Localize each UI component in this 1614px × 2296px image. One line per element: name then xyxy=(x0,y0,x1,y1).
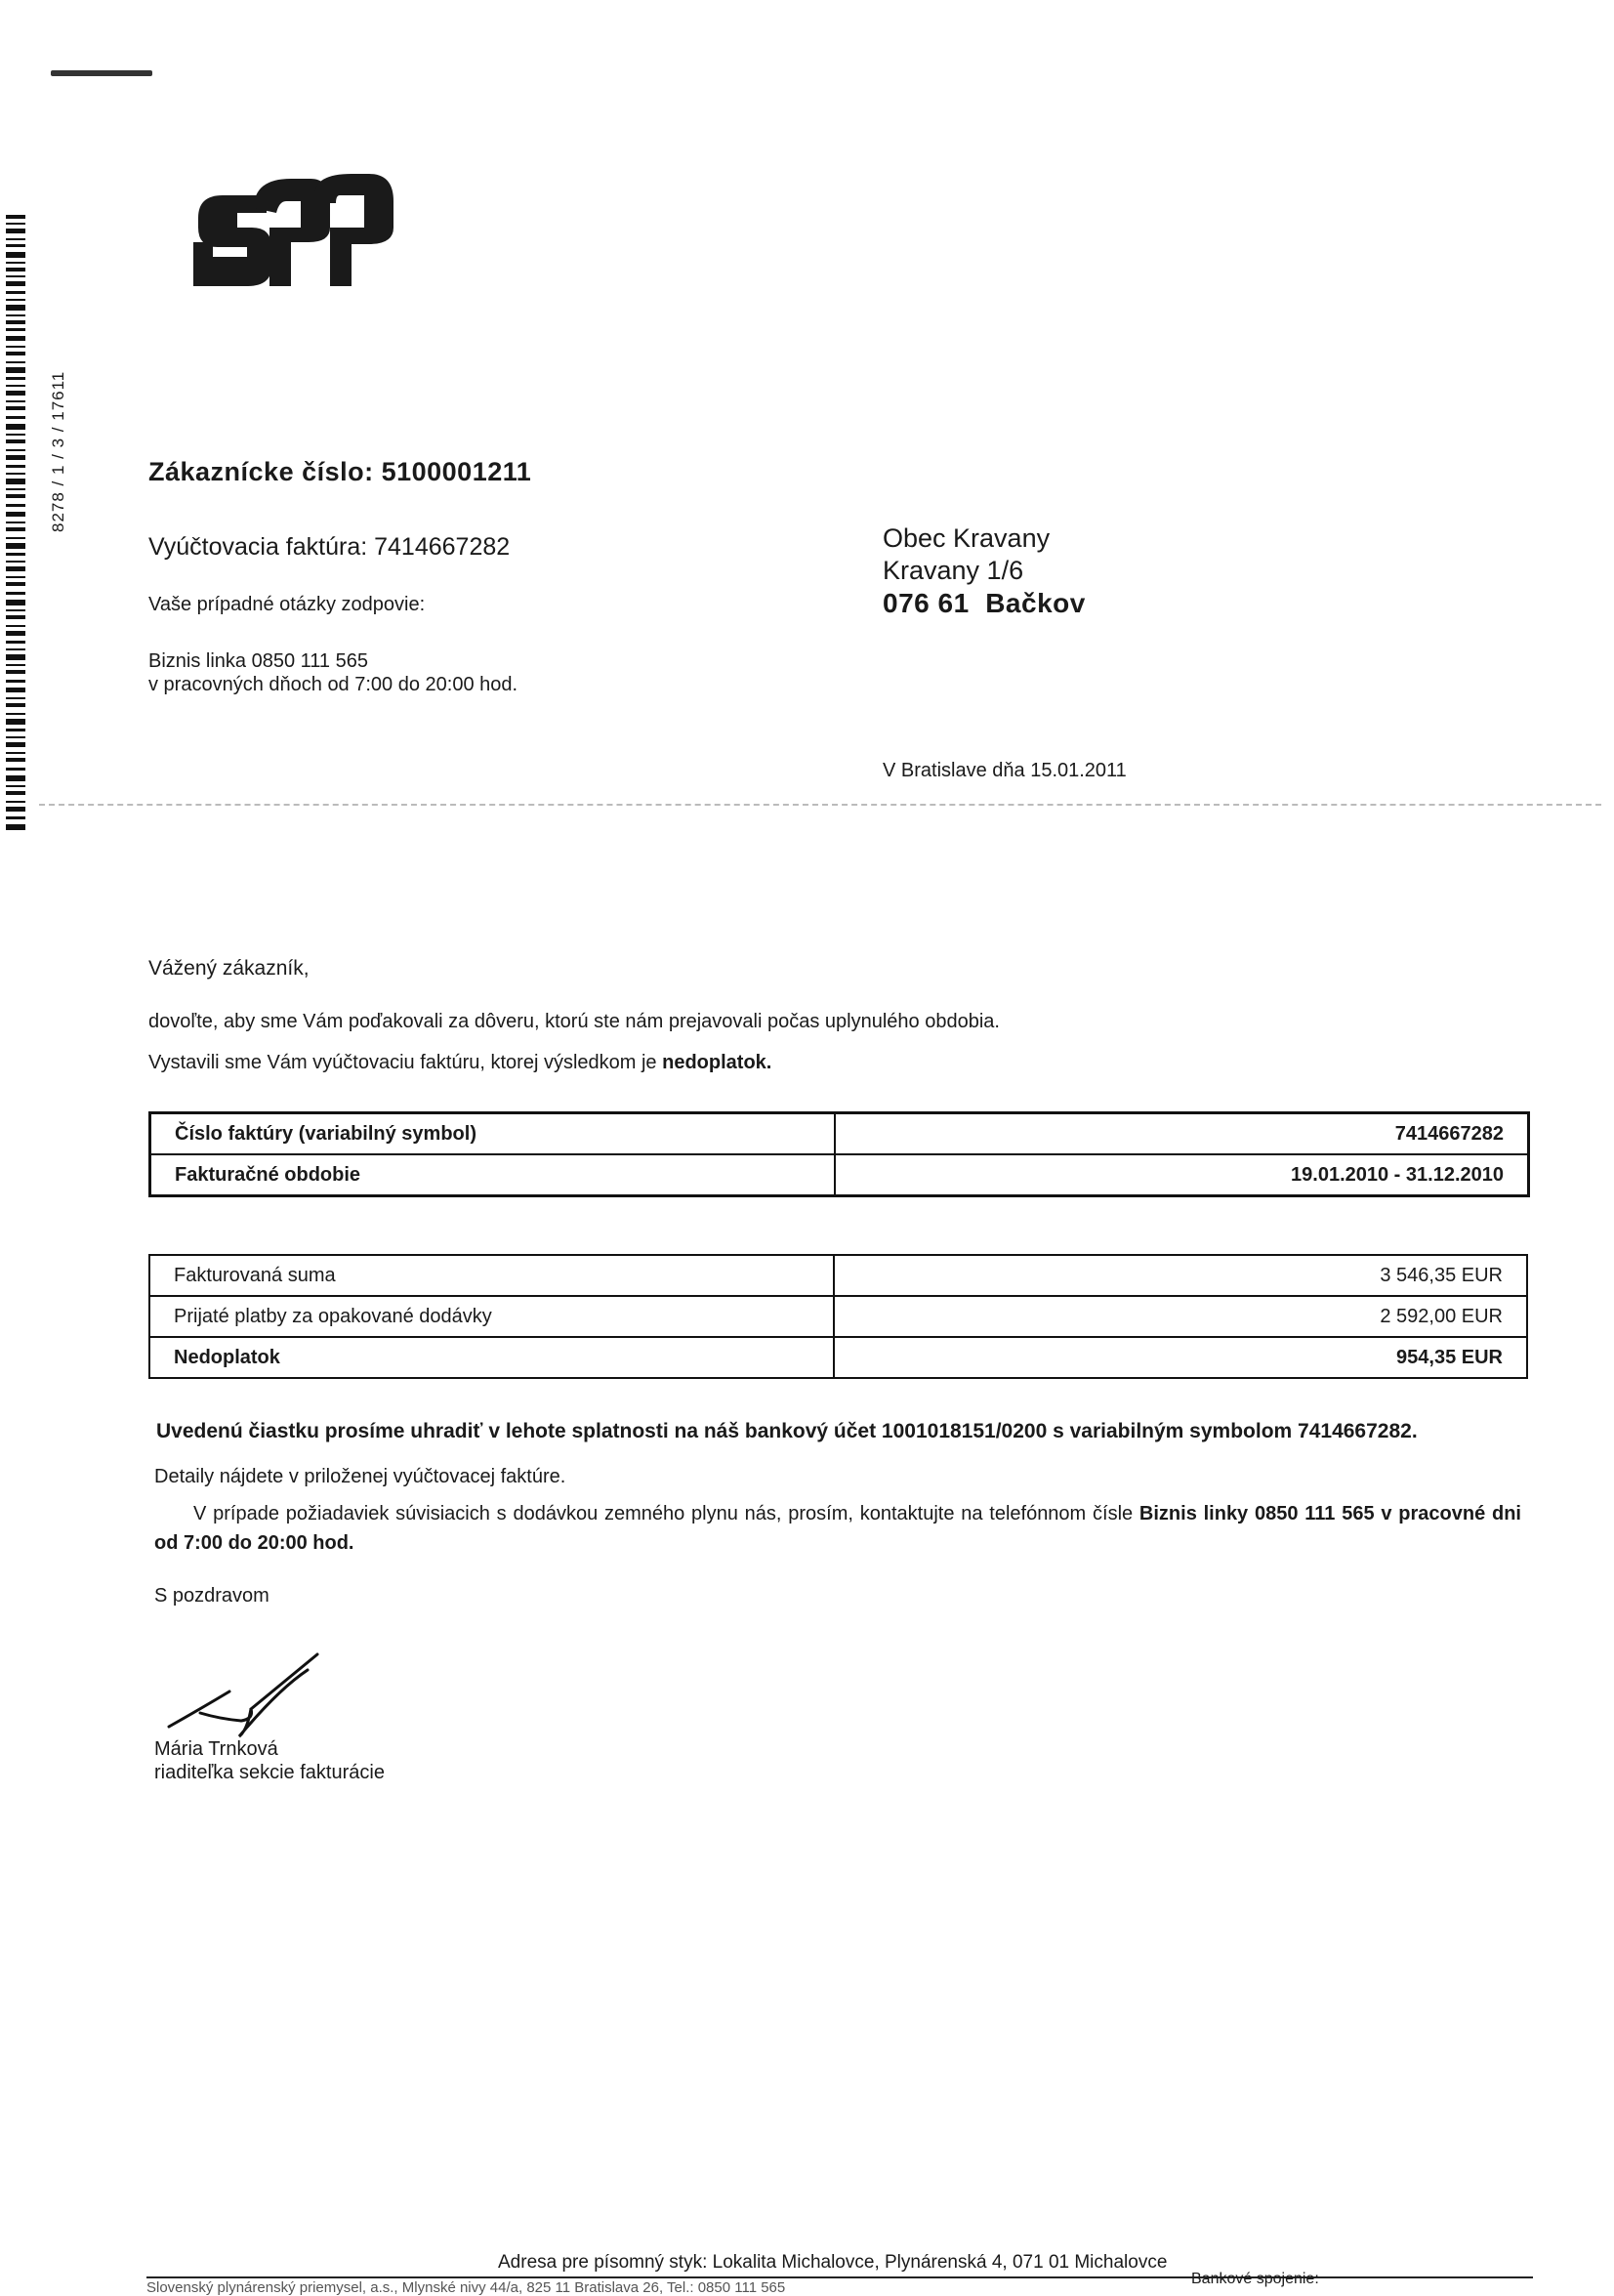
invoice-number-value: 7414667282 xyxy=(835,1113,1529,1155)
customer-number: Zákaznícke číslo: 5100001211 xyxy=(148,457,532,486)
payments-value: 2 592,00 EUR xyxy=(834,1296,1527,1337)
recipient-name: Obec Kravany xyxy=(883,523,1051,553)
contact-note-bold: Biznis linky 0850 111 565 v pracovné dni od 7:00 do 20:00 hod. xyxy=(154,1503,1521,1554)
top-mark xyxy=(51,70,152,76)
table-row xyxy=(150,1113,1529,1155)
signature xyxy=(161,1650,337,1748)
spp-logo xyxy=(193,174,393,289)
payment-note: Uvedenú čiastku prosíme uhradiť v lehote splatnosti na náš bankový účet 1001018151/0200 s variabilným symbolom 7414667282. xyxy=(156,1420,1418,1442)
side-code: 8278 / 1 / 3 / 17611 xyxy=(49,370,67,532)
table-row xyxy=(149,1296,1527,1337)
fold-line xyxy=(39,804,1601,806)
paragraph-result-text: Vystavili sme Vám vyúčtovaciu faktúru, ktorej výsledkom je xyxy=(148,1052,663,1073)
business-line-hours: v pracovných dňoch od 7:00 do 20:00 hod. xyxy=(148,674,518,695)
paragraph-thanks: dovoľte, aby sme Vám poďakovali za dôveru, ktorú ste nám prejavovali počas uplynulého obdobia. xyxy=(148,1011,1000,1032)
side-barcode xyxy=(6,215,25,840)
amounts-table xyxy=(148,1254,1528,1379)
table-row xyxy=(149,1337,1527,1378)
recipient-street: Kravany 1/6 xyxy=(883,556,1024,585)
questions-line: Vaše prípadné otázky zodpovie: xyxy=(148,594,426,615)
footer-company: Slovenský plynárenský priemysel, a.s., Mlynské nivy 44/a, 825 11 Bratislava 26, Tel.: 0850 111 565 xyxy=(146,2279,786,2296)
table-row xyxy=(150,1154,1529,1196)
signatory-name: Mária Trnková xyxy=(154,1738,278,1760)
footer-bank: Bankové spojenie: xyxy=(1191,2271,1319,2287)
contact-note xyxy=(154,1499,1521,1558)
paragraph-result-bold: nedoplatok. xyxy=(662,1052,772,1073)
contact-note-text: V prípade požiadaviek súvisiacich s dodávkou zemného plynu nás, prosím, kontaktujte na telefónnom čísle xyxy=(193,1503,1139,1524)
recipient-city: 076 61 Bačkov xyxy=(883,588,1086,618)
billing-period-value: 19.01.2010 - 31.12.2010 xyxy=(835,1154,1529,1196)
regards: S pozdravom xyxy=(154,1585,269,1607)
underpayment-label: Nedoplatok xyxy=(149,1337,834,1378)
greeting: Vážený zákazník, xyxy=(148,957,310,980)
date-line: V Bratislave dňa 15.01.2011 xyxy=(883,760,1127,781)
invoiced-amount-label: Fakturovaná suma xyxy=(149,1255,834,1296)
business-line-phone: Biznis linka 0850 111 565 xyxy=(148,650,368,672)
paragraph-result xyxy=(148,1052,771,1074)
payments-label: Prijaté platby za opakované dodávky xyxy=(149,1296,834,1337)
underpayment-value: 954,35 EUR xyxy=(834,1337,1527,1378)
signatory-title: riaditeľka sekcie fakturácie xyxy=(154,1762,385,1783)
invoice-table xyxy=(148,1111,1530,1197)
footer-rule xyxy=(146,2276,1533,2278)
table-row xyxy=(149,1255,1527,1296)
invoiced-amount-value: 3 546,35 EUR xyxy=(834,1255,1527,1296)
invoice-number-line: Vyúčtovacia faktúra: 7414667282 xyxy=(148,533,511,561)
footer-address: Adresa pre písomný styk: Lokalita Michalovce, Plynárenská 4, 071 01 Michalovce xyxy=(498,2252,1168,2273)
invoice-number-label: Číslo faktúry (variabilný symbol) xyxy=(150,1113,836,1155)
billing-period-label: Fakturačné obdobie xyxy=(150,1154,836,1196)
details-note: Detaily nájdete v priloženej vyúčtovacej faktúre. xyxy=(154,1466,566,1487)
